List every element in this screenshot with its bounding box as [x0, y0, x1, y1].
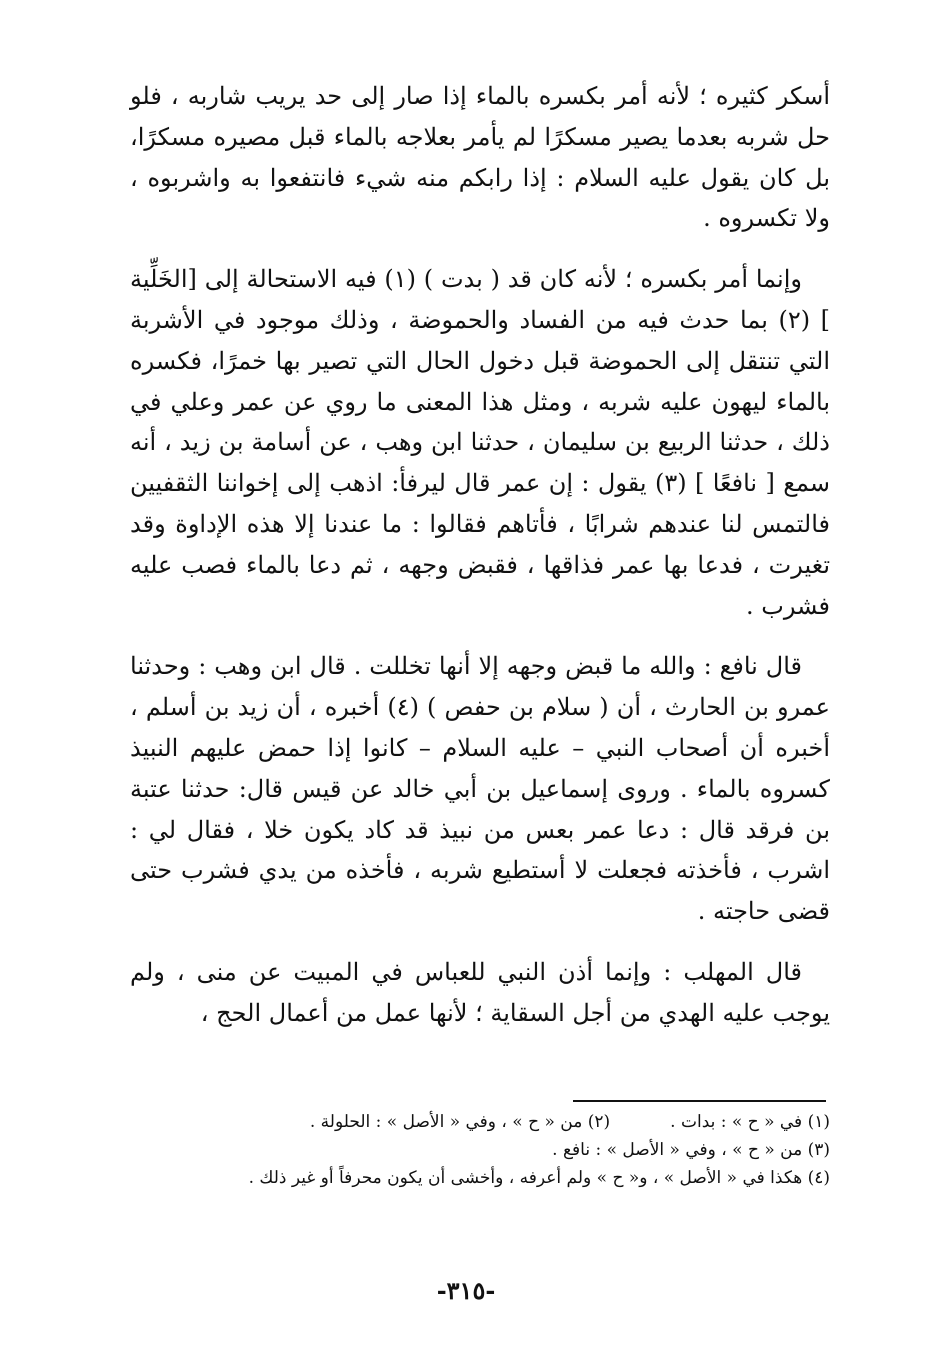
paragraph-2: وإنما أمر بكسره ؛ لأنه كان قد ( بدت ) (١) فيه الاستحالة إلى [الخَلِّية ] (٢) بما حدث فيه من الفساد والحموضة ، وذلك موجود في الأشربة التي تنتقل إلى الحموضة قبل دخول الحال التي تصير بها خمرًا، فكسره بالماء ليهون عليه شربه ، ومثل هذا المعنى ما روي عن عمر وعلي في ذلك ، حدثنا الربيع بن سليمان ، حدثنا ابن وهب ، عن أسامة بن زيد ، أنه سمع [ نافعًا ] (٣) يقول : إن عمر قال ليرفأ: اذهب إلى إخواننا الثقفيين فالتمس لنا عندهم شرابًا ، فأتاهم فقالوا : ما عندنا إلا هذه الإداوة وقد تغيرت ، فدعا بها عمر فذاقها ، فقبض وجهه ، ثم دعا بالماء فصب عليه فشرب .	[130, 265, 831, 620]
main-text	[130, 76, 830, 1054]
footnote-4: (٤) هكذا في « الأصل » ، و« ح » ولم أعرفه ، وأخشى أن يكون محرفاً أو غير ذلك .	[248, 1168, 830, 1188]
page-number: -٣١٥-	[436, 1276, 496, 1305]
footnote-2: (٢) من « ح » ، وفي « الأصل » : الحلولة .	[309, 1112, 611, 1132]
footnote-3: (٣) من « ح » ، وفي « الأصل » : نافع .	[552, 1140, 830, 1160]
paragraph-3: قال نافع : والله ما قبض وجهه إلا أنها تخللت . قال ابن وهب : وحدثنا عمرو بن الحارث ، أن ( سلام بن حفص ) (٤) أخبره ، أن زيد بن أسلم ، أخبره أن أصحاب النبي – عليه السلام – كانوا إذا حمض عليهم النبيذ كسروه بالماء . وروى إسماعيل بن أبي خالد عن قيس قال: حدثنا عتبة بن فرقد قال : دعا عمر بعس من نبيذ قد كاد يكون خلا ، فقال لي : اشرب ، فأخذته فجعلت لا أستطيع شربه ، فأخذه من يدي فشرب حتى قضى حاجته .	[130, 652, 831, 926]
footnote-row	[130, 1108, 830, 1136]
footnote-1: (١) في « ح » : بدات .	[670, 1112, 830, 1132]
paragraph-4: قال المهلب : وإنما أذن النبي للعباس في المبيت عن منى ، ولم يوجب عليه الهدي من أجل السقاية ؛ لأنها عمل من أعمال الحج ،	[130, 957, 830, 1027]
paragraph-1: أسكر كثيره ؛ لأنه أمر بكسره بالماء إذا صار إلى حد يريب شاربه ، فلو حل شربه بعدما يصير مسكرًا لم يأمر بعلاجه بالماء قبل مصيره مسكرًا، بل كان يقول عليه السلام : إذا رابكم منه شيء فانتفعوا به واشربوه ، ولا تكسروه .	[130, 82, 830, 233]
footnotes	[130, 1108, 830, 1192]
footnote-divider	[573, 1100, 826, 1102]
